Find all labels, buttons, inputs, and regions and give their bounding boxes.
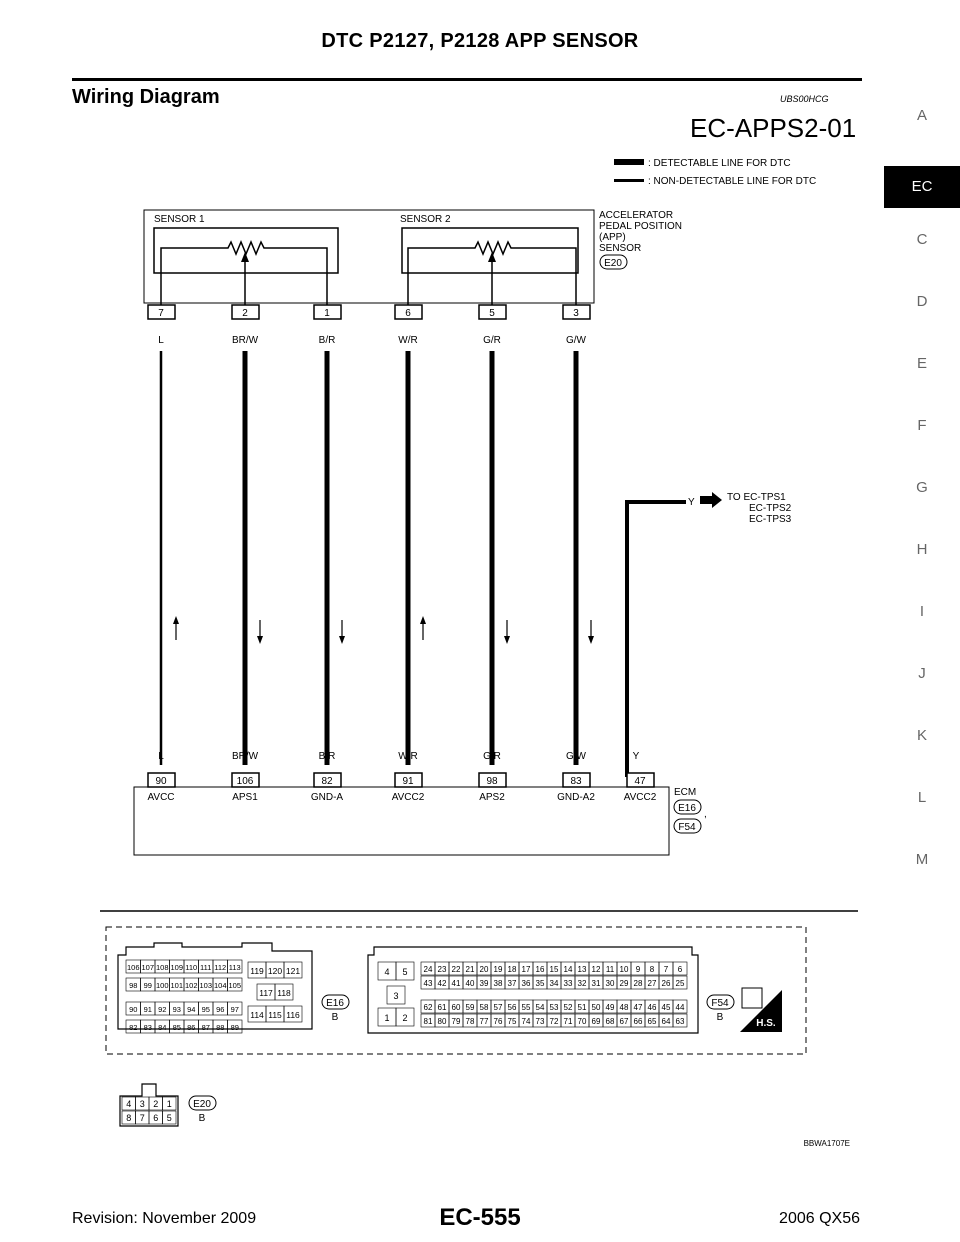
ecm-connector-e16: E16 — [678, 803, 696, 814]
f54-pin-19: 19 — [493, 965, 503, 974]
connector-views-frame — [106, 927, 806, 1054]
f54-pin-38: 38 — [493, 979, 503, 988]
e16-pin-118: 118 — [277, 988, 291, 998]
footer-model: 2006 QX56 — [779, 1210, 860, 1227]
e20-pin-grid — [122, 1097, 176, 1124]
ecm-pin-83-label: GND-A2 — [557, 792, 595, 803]
ecm-pin-90: 90 — [155, 776, 167, 787]
signal-arrow-down-icon — [339, 636, 345, 644]
f54-pin-16: 16 — [535, 965, 545, 974]
legend-detectable-swatch — [614, 159, 644, 165]
f54-pin-24: 24 — [423, 965, 433, 974]
sensor1-label: SENSOR 1 — [154, 214, 205, 225]
signal-arrow-down-icon — [257, 636, 263, 644]
sensor2-label: SENSOR 2 — [400, 214, 451, 225]
ecm-pin-98: 98 — [486, 776, 498, 787]
f54-pin-64: 64 — [661, 1017, 671, 1026]
signal-arrow-up-icon — [420, 616, 426, 624]
e16-pin-109: 109 — [170, 963, 184, 972]
wire-y-color-label: Y — [688, 497, 695, 508]
e16-pin-116: 116 — [286, 1010, 300, 1020]
e20-pin-8: 8 — [126, 1113, 132, 1123]
e16-pin-104: 104 — [213, 981, 227, 990]
figure-id: BBWA1707E — [803, 1139, 850, 1148]
wire-color-bottom-b-r: B/R — [318, 751, 336, 762]
e16-pin-107: 107 — [141, 963, 155, 972]
wire-y — [627, 502, 686, 777]
e16-pin-117: 117 — [259, 988, 273, 998]
e16-pin-105: 105 — [228, 981, 242, 990]
f54-pin-17: 17 — [521, 965, 531, 974]
harness-side-hand-icon — [742, 988, 762, 1008]
wire-color-bottom-l: L — [158, 751, 164, 762]
sensor-name-line2: PEDAL POSITION — [599, 221, 682, 232]
side-tab-a[interactable]: A — [916, 107, 927, 124]
e16-pin-100: 100 — [155, 981, 169, 990]
ecm-pin-106-label: APS1 — [232, 792, 258, 803]
sensor-pin-2: 2 — [242, 308, 248, 319]
side-tab-f[interactable]: F — [917, 417, 927, 434]
e16-pin-91: 91 — [143, 1005, 152, 1014]
e16-pin-103: 103 — [199, 981, 213, 990]
f54-pin-81: 81 — [423, 1017, 433, 1026]
e16-pin-112: 112 — [214, 963, 227, 972]
sensor2-wiper-arrow — [488, 252, 496, 262]
ecm-pin-82: 82 — [321, 776, 333, 787]
e20-pin-5: 5 — [166, 1113, 172, 1123]
e16-pin-98: 98 — [129, 981, 138, 990]
f54-pin-29: 29 — [619, 979, 629, 988]
signal-arrow-up-icon — [173, 616, 179, 624]
f54-pin-13: 13 — [577, 965, 587, 974]
f54-pin-25: 25 — [675, 979, 685, 988]
f54-pin-65: 65 — [647, 1017, 657, 1026]
sensor-name-line4: SENSOR — [599, 243, 642, 254]
e16-pin-89: 89 — [230, 1023, 239, 1032]
legend-nondetectable-swatch — [614, 179, 644, 182]
e16-pin-90: 90 — [129, 1005, 138, 1014]
page-title: DTC P2127, P2128 APP SENSOR — [321, 30, 639, 52]
f54-pin-49: 49 — [605, 1003, 615, 1012]
wire-y-bottom-color: Y — [632, 751, 640, 762]
f54-pin-66: 66 — [633, 1017, 643, 1026]
harness-side-label: H.S. — [756, 1018, 776, 1029]
wire-color-top-g-r: G/R — [483, 335, 501, 346]
signal-arrow-down-icon — [588, 636, 594, 644]
f54-pin-71: 71 — [563, 1017, 573, 1026]
e16-pin-110: 110 — [185, 963, 198, 972]
app-sensor-box — [144, 210, 594, 303]
f54-pin-7: 7 — [663, 965, 669, 974]
e20-pin-4: 4 — [126, 1099, 132, 1109]
wire-color-bottom-br-w: BR/W — [231, 751, 259, 762]
side-tab-j[interactable]: J — [918, 665, 926, 682]
side-tab-h[interactable]: H — [916, 541, 928, 558]
right-arrow-icon — [700, 492, 722, 508]
e16-pin-106: 106 — [126, 963, 140, 972]
f54-pin-15: 15 — [549, 965, 559, 974]
wire-color-top-g-w: G/W — [566, 335, 586, 346]
ecm-pin-83: 83 — [570, 776, 582, 787]
wire-y-destination: TO EC-TPS1 — [727, 492, 786, 503]
f54-pin-56: 56 — [507, 1003, 517, 1012]
side-tab-m[interactable]: M — [915, 851, 929, 868]
e16-pin-93: 93 — [172, 1005, 181, 1014]
side-tab-k[interactable]: K — [916, 727, 927, 744]
f54-pin-5: 5 — [402, 967, 408, 977]
sensor2-inner-box — [402, 228, 578, 273]
e16-pin-102: 102 — [184, 981, 198, 990]
ecm-pin-47: 47 — [634, 776, 646, 787]
f54-pin-79: 79 — [451, 1017, 461, 1026]
f54-pin-44: 44 — [675, 1003, 685, 1012]
f54-pin-73: 73 — [535, 1017, 545, 1026]
f54-pin-54: 54 — [535, 1003, 545, 1012]
e20-pin-3: 3 — [139, 1099, 145, 1109]
e16-pin-101: 101 — [170, 981, 184, 990]
f54-pin-30: 30 — [605, 979, 615, 988]
f54-pin-40: 40 — [465, 979, 475, 988]
f54-pin-8: 8 — [649, 965, 655, 974]
f54-pin-61: 61 — [437, 1003, 447, 1012]
diagram-code: EC-APPS2-01 — [690, 113, 857, 143]
f54-pin-41: 41 — [451, 979, 461, 988]
f54-pin-55: 55 — [521, 1003, 531, 1012]
side-tab-g[interactable]: G — [916, 479, 928, 496]
f54-pin-57: 57 — [493, 1003, 503, 1012]
f54-pin-36: 36 — [521, 979, 531, 988]
e20-connector-id: E20 — [193, 1099, 211, 1110]
f54-pin-28: 28 — [633, 979, 643, 988]
f54-connector-id: F54 — [711, 998, 729, 1009]
sensor-pin-1: 1 — [324, 308, 330, 319]
sensor-name-line3: (APP) — [599, 232, 626, 243]
f54-pin-9: 9 — [635, 965, 641, 974]
f54-connector-color: B — [716, 1012, 724, 1023]
f54-pin-68: 68 — [605, 1017, 615, 1026]
e16-pin-86: 86 — [187, 1023, 196, 1032]
wire-color-bottom-g-r: G/R — [483, 751, 501, 762]
e16-pin-84: 84 — [158, 1023, 167, 1032]
wire-color-top-br-w: BR/W — [231, 335, 259, 346]
f54-pin-1: 1 — [384, 1013, 390, 1023]
f54-pin-43: 43 — [423, 979, 433, 988]
f54-pin-60: 60 — [451, 1003, 461, 1012]
wire-color-top-b-r: B/R — [318, 335, 336, 346]
f54-pin-27: 27 — [647, 979, 657, 988]
ecm-connector-separator: , — [704, 809, 707, 820]
f54-pin-20: 20 — [479, 965, 489, 974]
f54-pin-23: 23 — [437, 965, 447, 974]
ecm-pin-82-label: GND-A — [310, 792, 344, 803]
f54-pin-18: 18 — [507, 965, 517, 974]
f54-pin-51: 51 — [577, 1003, 587, 1012]
e16-pin-85: 85 — [172, 1023, 181, 1032]
e16-pin-82: 82 — [129, 1023, 138, 1032]
f54-pin-10: 10 — [619, 965, 629, 974]
wire-color-bottom-w-r: W/R — [398, 751, 418, 762]
f54-pin-72: 72 — [549, 1017, 559, 1026]
f54-pin-4: 4 — [384, 967, 390, 977]
f54-pin-12: 12 — [591, 965, 601, 974]
f54-pin-39: 39 — [479, 979, 489, 988]
f54-pin-34: 34 — [549, 979, 559, 988]
wire-color-top-l: L — [158, 335, 164, 346]
e20-pin-6: 6 — [153, 1113, 159, 1123]
f54-pin-46: 46 — [647, 1003, 657, 1012]
sensor1-inner-box — [154, 228, 338, 273]
e16-pin-94: 94 — [187, 1005, 196, 1014]
e16-connector-id: E16 — [326, 998, 344, 1009]
f54-pin-42: 42 — [437, 979, 447, 988]
f54-pin-75: 75 — [507, 1017, 517, 1026]
f54-pin-53: 53 — [549, 1003, 559, 1012]
f54-pin-45: 45 — [661, 1003, 671, 1012]
sensor1-wiper-arrow — [241, 252, 249, 262]
f54-pin-32: 32 — [577, 979, 587, 988]
f54-pin-48: 48 — [619, 1003, 629, 1012]
e16-pin-95: 95 — [201, 1005, 210, 1014]
side-tab-e[interactable]: E — [916, 355, 927, 372]
e16-pin-99: 99 — [143, 981, 152, 990]
ecm-pin-47-label: AVCC2 — [623, 792, 657, 803]
side-tab-c[interactable]: C — [916, 231, 928, 248]
e16-pin-121: 121 — [285, 966, 301, 976]
f54-pin-50: 50 — [591, 1003, 601, 1012]
e16-pin-97: 97 — [230, 1005, 239, 1014]
f54-pin-63: 63 — [675, 1017, 685, 1026]
ecm-pin-91: 91 — [402, 776, 414, 787]
wire-y-destination-2: EC-TPS2 — [749, 503, 792, 514]
section-title: Wiring Diagram — [72, 86, 220, 108]
e20-pin-2: 2 — [153, 1099, 159, 1109]
side-tab-ec[interactable]: EC — [884, 166, 960, 208]
f54-pin-76: 76 — [493, 1017, 503, 1026]
sensor-pin-7: 7 — [158, 308, 164, 319]
footer-page-number: EC-555 — [439, 1204, 521, 1231]
footer-revision: Revision: November 2009 — [72, 1210, 257, 1227]
f54-pin-26: 26 — [661, 979, 671, 988]
f54-pin-grid — [378, 962, 687, 1027]
sensor-pin-5: 5 — [489, 308, 495, 319]
e16-pin-111: 111 — [200, 963, 212, 972]
legend-detectable-label: : DETECTABLE LINE FOR DTC — [648, 158, 791, 169]
f54-pin-69: 69 — [591, 1017, 601, 1026]
f54-pin-6: 6 — [677, 965, 683, 974]
f54-pin-33: 33 — [563, 979, 573, 988]
e16-pin-120: 120 — [267, 966, 283, 976]
f54-pin-77: 77 — [479, 1017, 489, 1026]
side-tab-i[interactable]: I — [919, 603, 925, 620]
e16-pin-92: 92 — [158, 1005, 167, 1014]
f54-pin-78: 78 — [465, 1017, 475, 1026]
ecm-pin-98-label: APS2 — [479, 792, 505, 803]
e20-connector-color: B — [198, 1113, 206, 1124]
f54-pin-21: 21 — [465, 965, 475, 974]
e16-pin-119: 119 — [250, 966, 264, 976]
ecm-label: ECM — [674, 787, 697, 798]
sensor-name-line1: ACCELERATOR — [599, 210, 674, 221]
f54-pin-80: 80 — [437, 1017, 447, 1026]
e16-pin-115: 115 — [268, 1010, 282, 1020]
f54-pin-11: 11 — [605, 965, 615, 974]
f54-pin-47: 47 — [633, 1003, 643, 1012]
ecm-pin-106: 106 — [236, 776, 254, 787]
f54-pin-62: 62 — [423, 1003, 433, 1012]
ecm-connector-f54: F54 — [678, 822, 696, 833]
side-tab-l[interactable]: L — [917, 789, 927, 806]
wire-layer — [147, 305, 595, 803]
section-code: UBS00HCG — [780, 94, 829, 104]
e20-pin-1: 1 — [166, 1099, 172, 1109]
f54-pin-58: 58 — [479, 1003, 489, 1012]
f54-pin-59: 59 — [465, 1003, 475, 1012]
e16-connector-color: B — [331, 1012, 339, 1023]
e16-pin-108: 108 — [155, 963, 169, 972]
f54-pin-3: 3 — [393, 991, 399, 1001]
e16-pin-87: 87 — [201, 1023, 210, 1032]
wire-y-destination-3: EC-TPS3 — [749, 514, 792, 525]
f54-pin-22: 22 — [451, 965, 461, 974]
legend-nondetectable-label: : NON-DETECTABLE LINE FOR DTC — [648, 176, 817, 187]
f54-pin-74: 74 — [521, 1017, 531, 1026]
f54-pin-14: 14 — [563, 965, 573, 974]
signal-arrow-down-icon — [504, 636, 510, 644]
side-tab-d[interactable]: D — [916, 293, 928, 310]
f54-pin-37: 37 — [507, 979, 517, 988]
f54-pin-2: 2 — [402, 1013, 408, 1023]
e16-pin-113: 113 — [228, 963, 241, 972]
ecm-pin-91-label: AVCC2 — [391, 792, 425, 803]
sensor-pin-6: 6 — [405, 308, 411, 319]
wire-color-bottom-g-w: G/W — [566, 751, 586, 762]
f54-pin-35: 35 — [535, 979, 545, 988]
wire-color-top-w-r: W/R — [398, 335, 418, 346]
e16-pin-grid — [126, 960, 302, 1033]
f54-pin-70: 70 — [577, 1017, 587, 1026]
sensor-pin-3: 3 — [573, 308, 579, 319]
e16-pin-114: 114 — [250, 1010, 264, 1020]
e20-pin-7: 7 — [139, 1113, 145, 1123]
e16-pin-88: 88 — [216, 1023, 225, 1032]
f54-pin-31: 31 — [591, 979, 601, 988]
sensor-connector-id: E20 — [604, 258, 622, 269]
ecm-pin-90-label: AVCC — [147, 792, 175, 803]
e16-pin-83: 83 — [143, 1023, 152, 1032]
f54-pin-67: 67 — [619, 1017, 629, 1026]
e16-pin-96: 96 — [216, 1005, 225, 1014]
f54-pin-52: 52 — [563, 1003, 573, 1012]
